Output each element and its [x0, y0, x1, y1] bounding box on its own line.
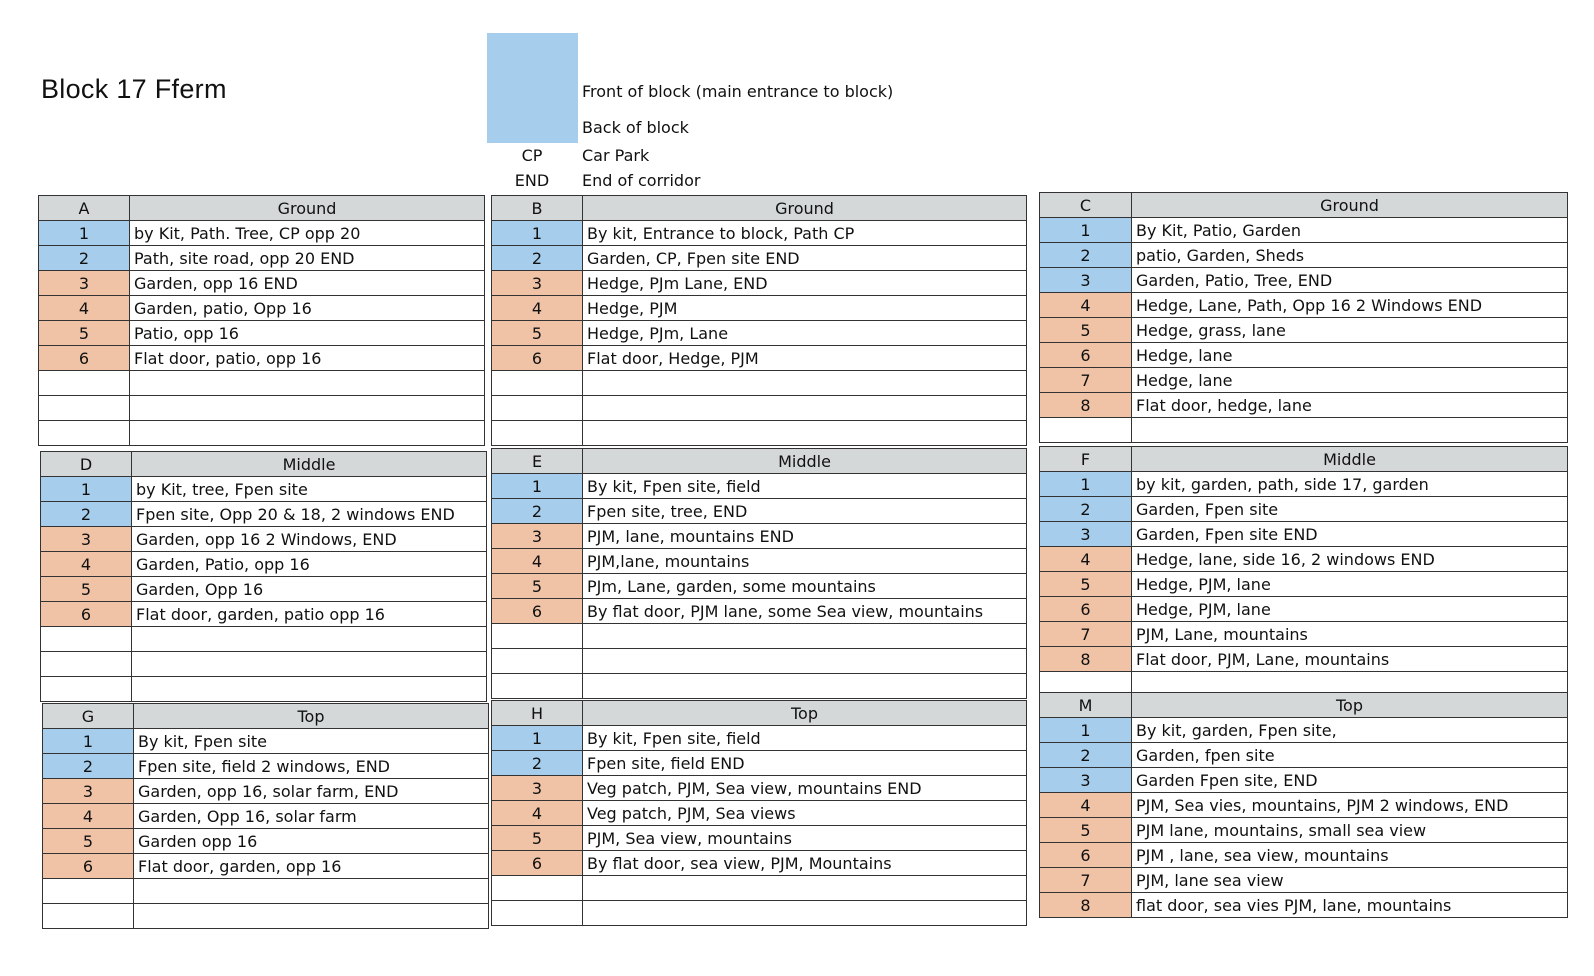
table-row	[492, 574, 1027, 599]
section-letter: C	[1040, 193, 1132, 218]
legend-end-abbr: END	[514, 171, 550, 190]
room-description: PJM, Lane, mountains	[1132, 622, 1568, 647]
table-row	[492, 371, 1027, 396]
room-description	[132, 627, 487, 652]
room-number: 4	[1040, 793, 1132, 818]
section-letter: H	[492, 701, 583, 726]
section-letter: G	[43, 704, 134, 729]
section-floor: Middle	[583, 449, 1027, 474]
room-description: flat door, sea vies PJM, lane, mountains	[1132, 893, 1568, 918]
room-number: 4	[492, 296, 583, 321]
room-description	[134, 879, 489, 904]
room-number: 3	[1040, 768, 1132, 793]
table-row	[39, 246, 485, 271]
room-number	[39, 396, 130, 421]
room-description: PJM, lane, mountains END	[583, 524, 1027, 549]
table-row	[41, 627, 487, 652]
table-row	[492, 346, 1027, 371]
room-description: Garden, Opp 16	[132, 577, 487, 602]
table-row	[43, 904, 489, 929]
table-row	[492, 524, 1027, 549]
room-description: PJM lane, mountains, small sea view	[1132, 818, 1568, 843]
room-number	[492, 396, 583, 421]
room-description: Garden, opp 16, solar farm, END	[134, 779, 489, 804]
table-row	[492, 826, 1027, 851]
table-row	[41, 552, 487, 577]
room-number	[41, 652, 132, 677]
room-number: 4	[1040, 293, 1132, 318]
room-description: patio, Garden, Sheds	[1132, 243, 1568, 268]
room-number	[41, 627, 132, 652]
room-number: 4	[492, 801, 583, 826]
table-row	[492, 421, 1027, 446]
room-number: 5	[39, 321, 130, 346]
table-row	[1040, 522, 1568, 547]
room-number: 6	[1040, 343, 1132, 368]
section-floor: Ground	[130, 196, 485, 221]
room-description: Garden, Opp 16, solar farm	[134, 804, 489, 829]
table-row	[1040, 293, 1568, 318]
section-header-row	[1040, 693, 1568, 718]
table-row	[43, 754, 489, 779]
room-description: Veg patch, PJM, Sea views	[583, 801, 1027, 826]
section-floor: Ground	[1132, 193, 1568, 218]
table-row	[1040, 893, 1568, 918]
room-description: By kit, Fpen site, field	[583, 726, 1027, 751]
room-number: 2	[1040, 243, 1132, 268]
room-description	[1132, 418, 1568, 443]
room-number: 1	[39, 221, 130, 246]
room-description: by Kit, Path. Tree, CP opp 20	[130, 221, 485, 246]
room-description	[583, 371, 1027, 396]
section-floor: Middle	[1132, 447, 1568, 472]
room-number: 3	[41, 527, 132, 552]
room-number	[492, 674, 583, 699]
table-row	[39, 421, 485, 446]
room-description: by Kit, tree, Fpen site	[132, 477, 487, 502]
room-description	[130, 421, 485, 446]
table-row	[41, 602, 487, 627]
table-row	[1040, 768, 1568, 793]
table-row	[492, 221, 1027, 246]
table-row	[1040, 818, 1568, 843]
room-number: 4	[43, 804, 134, 829]
room-description: Path, site road, opp 20 END	[130, 246, 485, 271]
room-number	[39, 421, 130, 446]
room-number	[41, 677, 132, 702]
room-number: 3	[39, 271, 130, 296]
table-row	[39, 321, 485, 346]
room-description	[583, 421, 1027, 446]
room-description: Flat door, garden, opp 16	[134, 854, 489, 879]
room-description: PJM , lane, sea view, mountains	[1132, 843, 1568, 868]
room-number: 7	[1040, 868, 1132, 893]
table-row	[492, 271, 1027, 296]
room-description	[132, 677, 487, 702]
room-description: Fpen site, field END	[583, 751, 1027, 776]
table-row	[43, 829, 489, 854]
table-row	[1040, 393, 1568, 418]
section-floor: Ground	[583, 196, 1027, 221]
table-row	[41, 577, 487, 602]
table-row	[1040, 743, 1568, 768]
room-number: 3	[492, 776, 583, 801]
table-row	[43, 729, 489, 754]
legend-front-swatch	[487, 33, 578, 143]
section-table-d	[40, 451, 487, 702]
room-number	[43, 904, 134, 929]
room-description: Garden opp 16	[134, 829, 489, 854]
table-row	[1040, 868, 1568, 893]
section-floor: Top	[583, 701, 1027, 726]
section-table-b	[491, 195, 1027, 446]
room-number: 6	[43, 854, 134, 879]
room-description: Flat door, PJM, Lane, mountains	[1132, 647, 1568, 672]
room-number: 4	[492, 549, 583, 574]
table-row	[39, 296, 485, 321]
room-description: PJM, Sea view, mountains	[583, 826, 1027, 851]
room-description: Flat door, patio, opp 16	[130, 346, 485, 371]
room-number: 2	[1040, 743, 1132, 768]
table-row	[492, 599, 1027, 624]
room-number: 4	[41, 552, 132, 577]
table-row	[1040, 497, 1568, 522]
section-letter: B	[492, 196, 583, 221]
section-table-a	[38, 195, 485, 446]
room-number: 2	[492, 246, 583, 271]
room-description: Flat door, Hedge, PJM	[583, 346, 1027, 371]
table-row	[492, 876, 1027, 901]
section-header-row	[492, 196, 1027, 221]
table-row	[39, 221, 485, 246]
table-row	[41, 502, 487, 527]
room-number: 5	[492, 321, 583, 346]
room-number: 8	[1040, 393, 1132, 418]
room-description	[134, 904, 489, 929]
room-description: PJM, lane sea view	[1132, 868, 1568, 893]
room-description: By Kit, Patio, Garden	[1132, 218, 1568, 243]
room-number: 3	[1040, 522, 1132, 547]
room-number: 6	[41, 602, 132, 627]
table-row	[492, 321, 1027, 346]
table-row	[492, 649, 1027, 674]
table-row	[1040, 243, 1568, 268]
room-description: Garden, Fpen site END	[1132, 522, 1568, 547]
room-number: 2	[492, 499, 583, 524]
room-description	[583, 876, 1027, 901]
legend-back-label: Back of block	[582, 118, 689, 137]
room-number: 1	[492, 221, 583, 246]
room-description: Veg patch, PJM, Sea view, mountains END	[583, 776, 1027, 801]
table-row	[1040, 318, 1568, 343]
table-row	[1040, 572, 1568, 597]
room-description	[130, 371, 485, 396]
section-letter: E	[492, 449, 583, 474]
section-table-g	[42, 703, 489, 929]
room-number	[492, 649, 583, 674]
room-description: Flat door, hedge, lane	[1132, 393, 1568, 418]
table-row	[492, 851, 1027, 876]
table-row	[492, 674, 1027, 699]
room-number: 3	[492, 524, 583, 549]
section-header-row	[41, 452, 487, 477]
legend-end-label: End of corridor	[582, 171, 701, 190]
room-description: Fpen site, field 2 windows, END	[134, 754, 489, 779]
room-description: Garden, Fpen site	[1132, 497, 1568, 522]
room-description	[583, 901, 1027, 926]
legend-front-label: Front of block (main entrance to block)	[582, 82, 894, 101]
section-letter: A	[39, 196, 130, 221]
room-number: 6	[39, 346, 130, 371]
room-number: 2	[43, 754, 134, 779]
table-row	[1040, 472, 1568, 497]
table-row	[39, 371, 485, 396]
room-number	[43, 879, 134, 904]
table-row	[492, 776, 1027, 801]
table-row	[43, 879, 489, 904]
table-row	[492, 901, 1027, 926]
table-row	[43, 779, 489, 804]
room-number: 1	[1040, 218, 1132, 243]
room-description: PJm, Lane, garden, some mountains	[583, 574, 1027, 599]
room-description: by kit, garden, path, side 17, garden	[1132, 472, 1568, 497]
section-header-row	[39, 196, 485, 221]
room-description	[130, 396, 485, 421]
table-row	[1040, 647, 1568, 672]
table-row	[492, 499, 1027, 524]
room-number: 7	[1040, 368, 1132, 393]
room-number: 2	[1040, 497, 1132, 522]
room-description: Hedge, lane	[1132, 343, 1568, 368]
room-description: By kit, Fpen site, field	[583, 474, 1027, 499]
room-number: 4	[39, 296, 130, 321]
table-row	[1040, 343, 1568, 368]
room-number: 5	[492, 826, 583, 851]
section-header-row	[1040, 193, 1568, 218]
table-row	[1040, 368, 1568, 393]
room-number	[492, 371, 583, 396]
room-number	[1040, 418, 1132, 443]
room-number: 3	[43, 779, 134, 804]
room-number: 7	[1040, 622, 1132, 647]
room-number: 1	[43, 729, 134, 754]
table-row	[41, 527, 487, 552]
page-title: Block 17 Fferm	[41, 74, 227, 104]
room-description: By kit, Entrance to block, Path CP	[583, 221, 1027, 246]
room-description: Hedge, PJm, Lane	[583, 321, 1027, 346]
room-description: Hedge, PJM, lane	[1132, 572, 1568, 597]
room-description: Garden, patio, Opp 16	[130, 296, 485, 321]
room-description: Patio, opp 16	[130, 321, 485, 346]
room-description	[132, 652, 487, 677]
room-description: Garden, CP, Fpen site END	[583, 246, 1027, 271]
table-row	[43, 804, 489, 829]
room-number: 1	[41, 477, 132, 502]
section-floor: Top	[134, 704, 489, 729]
room-number: 1	[492, 726, 583, 751]
table-row	[1040, 843, 1568, 868]
room-description: Hedge, lane	[1132, 368, 1568, 393]
table-row	[41, 677, 487, 702]
table-row	[1040, 718, 1568, 743]
section-table-c	[1039, 192, 1568, 443]
table-row	[492, 246, 1027, 271]
table-row	[492, 396, 1027, 421]
section-table-f	[1039, 446, 1568, 697]
section-letter: D	[41, 452, 132, 477]
room-description: Fpen site, tree, END	[583, 499, 1027, 524]
room-description: Hedge, PJm Lane, END	[583, 271, 1027, 296]
legend-cp-label: Car Park	[582, 146, 650, 165]
room-number: 6	[1040, 843, 1132, 868]
room-number: 5	[43, 829, 134, 854]
section-table-m	[1039, 692, 1568, 918]
room-description: Hedge, PJM, lane	[1132, 597, 1568, 622]
room-number	[492, 876, 583, 901]
room-description: Hedge, PJM	[583, 296, 1027, 321]
room-number	[492, 421, 583, 446]
table-row	[39, 346, 485, 371]
room-description	[583, 649, 1027, 674]
room-description: Hedge, lane, side 16, 2 windows END	[1132, 547, 1568, 572]
room-number: 5	[1040, 572, 1132, 597]
room-description: By kit, Fpen site	[134, 729, 489, 754]
room-number: 8	[1040, 893, 1132, 918]
table-row	[41, 477, 487, 502]
table-row	[1040, 622, 1568, 647]
room-number: 1	[1040, 718, 1132, 743]
table-row	[1040, 597, 1568, 622]
room-number: 1	[1040, 472, 1132, 497]
section-table-h	[491, 700, 1027, 926]
section-table-e	[491, 448, 1027, 699]
section-floor: Top	[1132, 693, 1568, 718]
section-header-row	[492, 449, 1027, 474]
room-number	[39, 371, 130, 396]
table-row	[43, 854, 489, 879]
room-description: Hedge, grass, lane	[1132, 318, 1568, 343]
room-number: 8	[1040, 647, 1132, 672]
table-row	[492, 549, 1027, 574]
table-row	[1040, 268, 1568, 293]
section-letter: M	[1040, 693, 1132, 718]
table-row	[492, 801, 1027, 826]
room-description: Hedge, Lane, Path, Opp 16 2 Windows END	[1132, 293, 1568, 318]
table-row	[39, 271, 485, 296]
room-description: PJM,lane, mountains	[583, 549, 1027, 574]
section-floor: Middle	[132, 452, 487, 477]
room-description	[583, 674, 1027, 699]
room-description: By flat door, PJM lane, some Sea view, mountains	[583, 599, 1027, 624]
room-number: 3	[492, 271, 583, 296]
section-header-row	[492, 701, 1027, 726]
room-number: 6	[492, 599, 583, 624]
table-row	[1040, 218, 1568, 243]
table-row	[1040, 418, 1568, 443]
room-number	[492, 624, 583, 649]
room-description: Garden, opp 16 2 Windows, END	[132, 527, 487, 552]
room-number: 5	[41, 577, 132, 602]
room-description: By kit, garden, Fpen site,	[1132, 718, 1568, 743]
room-description: Garden, fpen site	[1132, 743, 1568, 768]
table-row	[1040, 547, 1568, 572]
table-row	[492, 726, 1027, 751]
table-row	[492, 474, 1027, 499]
room-number	[492, 901, 583, 926]
section-header-row	[1040, 447, 1568, 472]
section-header-row	[43, 704, 489, 729]
room-description: Garden, Patio, Tree, END	[1132, 268, 1568, 293]
legend-cp-abbr: CP	[521, 146, 543, 165]
room-description	[583, 624, 1027, 649]
room-number: 2	[41, 502, 132, 527]
table-row	[41, 652, 487, 677]
room-description: Garden Fpen site, END	[1132, 768, 1568, 793]
table-row	[492, 624, 1027, 649]
room-number: 5	[492, 574, 583, 599]
room-number: 5	[1040, 318, 1132, 343]
room-description: Garden, opp 16 END	[130, 271, 485, 296]
room-number: 6	[1040, 597, 1132, 622]
room-description: By flat door, sea view, PJM, Mountains	[583, 851, 1027, 876]
room-number: 2	[492, 751, 583, 776]
table-row	[492, 296, 1027, 321]
table-row	[492, 751, 1027, 776]
room-number: 5	[1040, 818, 1132, 843]
room-number: 1	[492, 474, 583, 499]
section-letter: F	[1040, 447, 1132, 472]
room-number: 2	[39, 246, 130, 271]
room-number: 4	[1040, 547, 1132, 572]
table-row	[1040, 793, 1568, 818]
room-number: 3	[1040, 268, 1132, 293]
room-description	[583, 396, 1027, 421]
room-description: Garden, Patio, opp 16	[132, 552, 487, 577]
room-number: 6	[492, 851, 583, 876]
table-row	[39, 396, 485, 421]
room-description: PJM, Sea vies, mountains, PJM 2 windows, END	[1132, 793, 1568, 818]
room-description: Fpen site, Opp 20 & 18, 2 windows END	[132, 502, 487, 527]
room-description: Flat door, garden, patio opp 16	[132, 602, 487, 627]
room-number: 6	[492, 346, 583, 371]
